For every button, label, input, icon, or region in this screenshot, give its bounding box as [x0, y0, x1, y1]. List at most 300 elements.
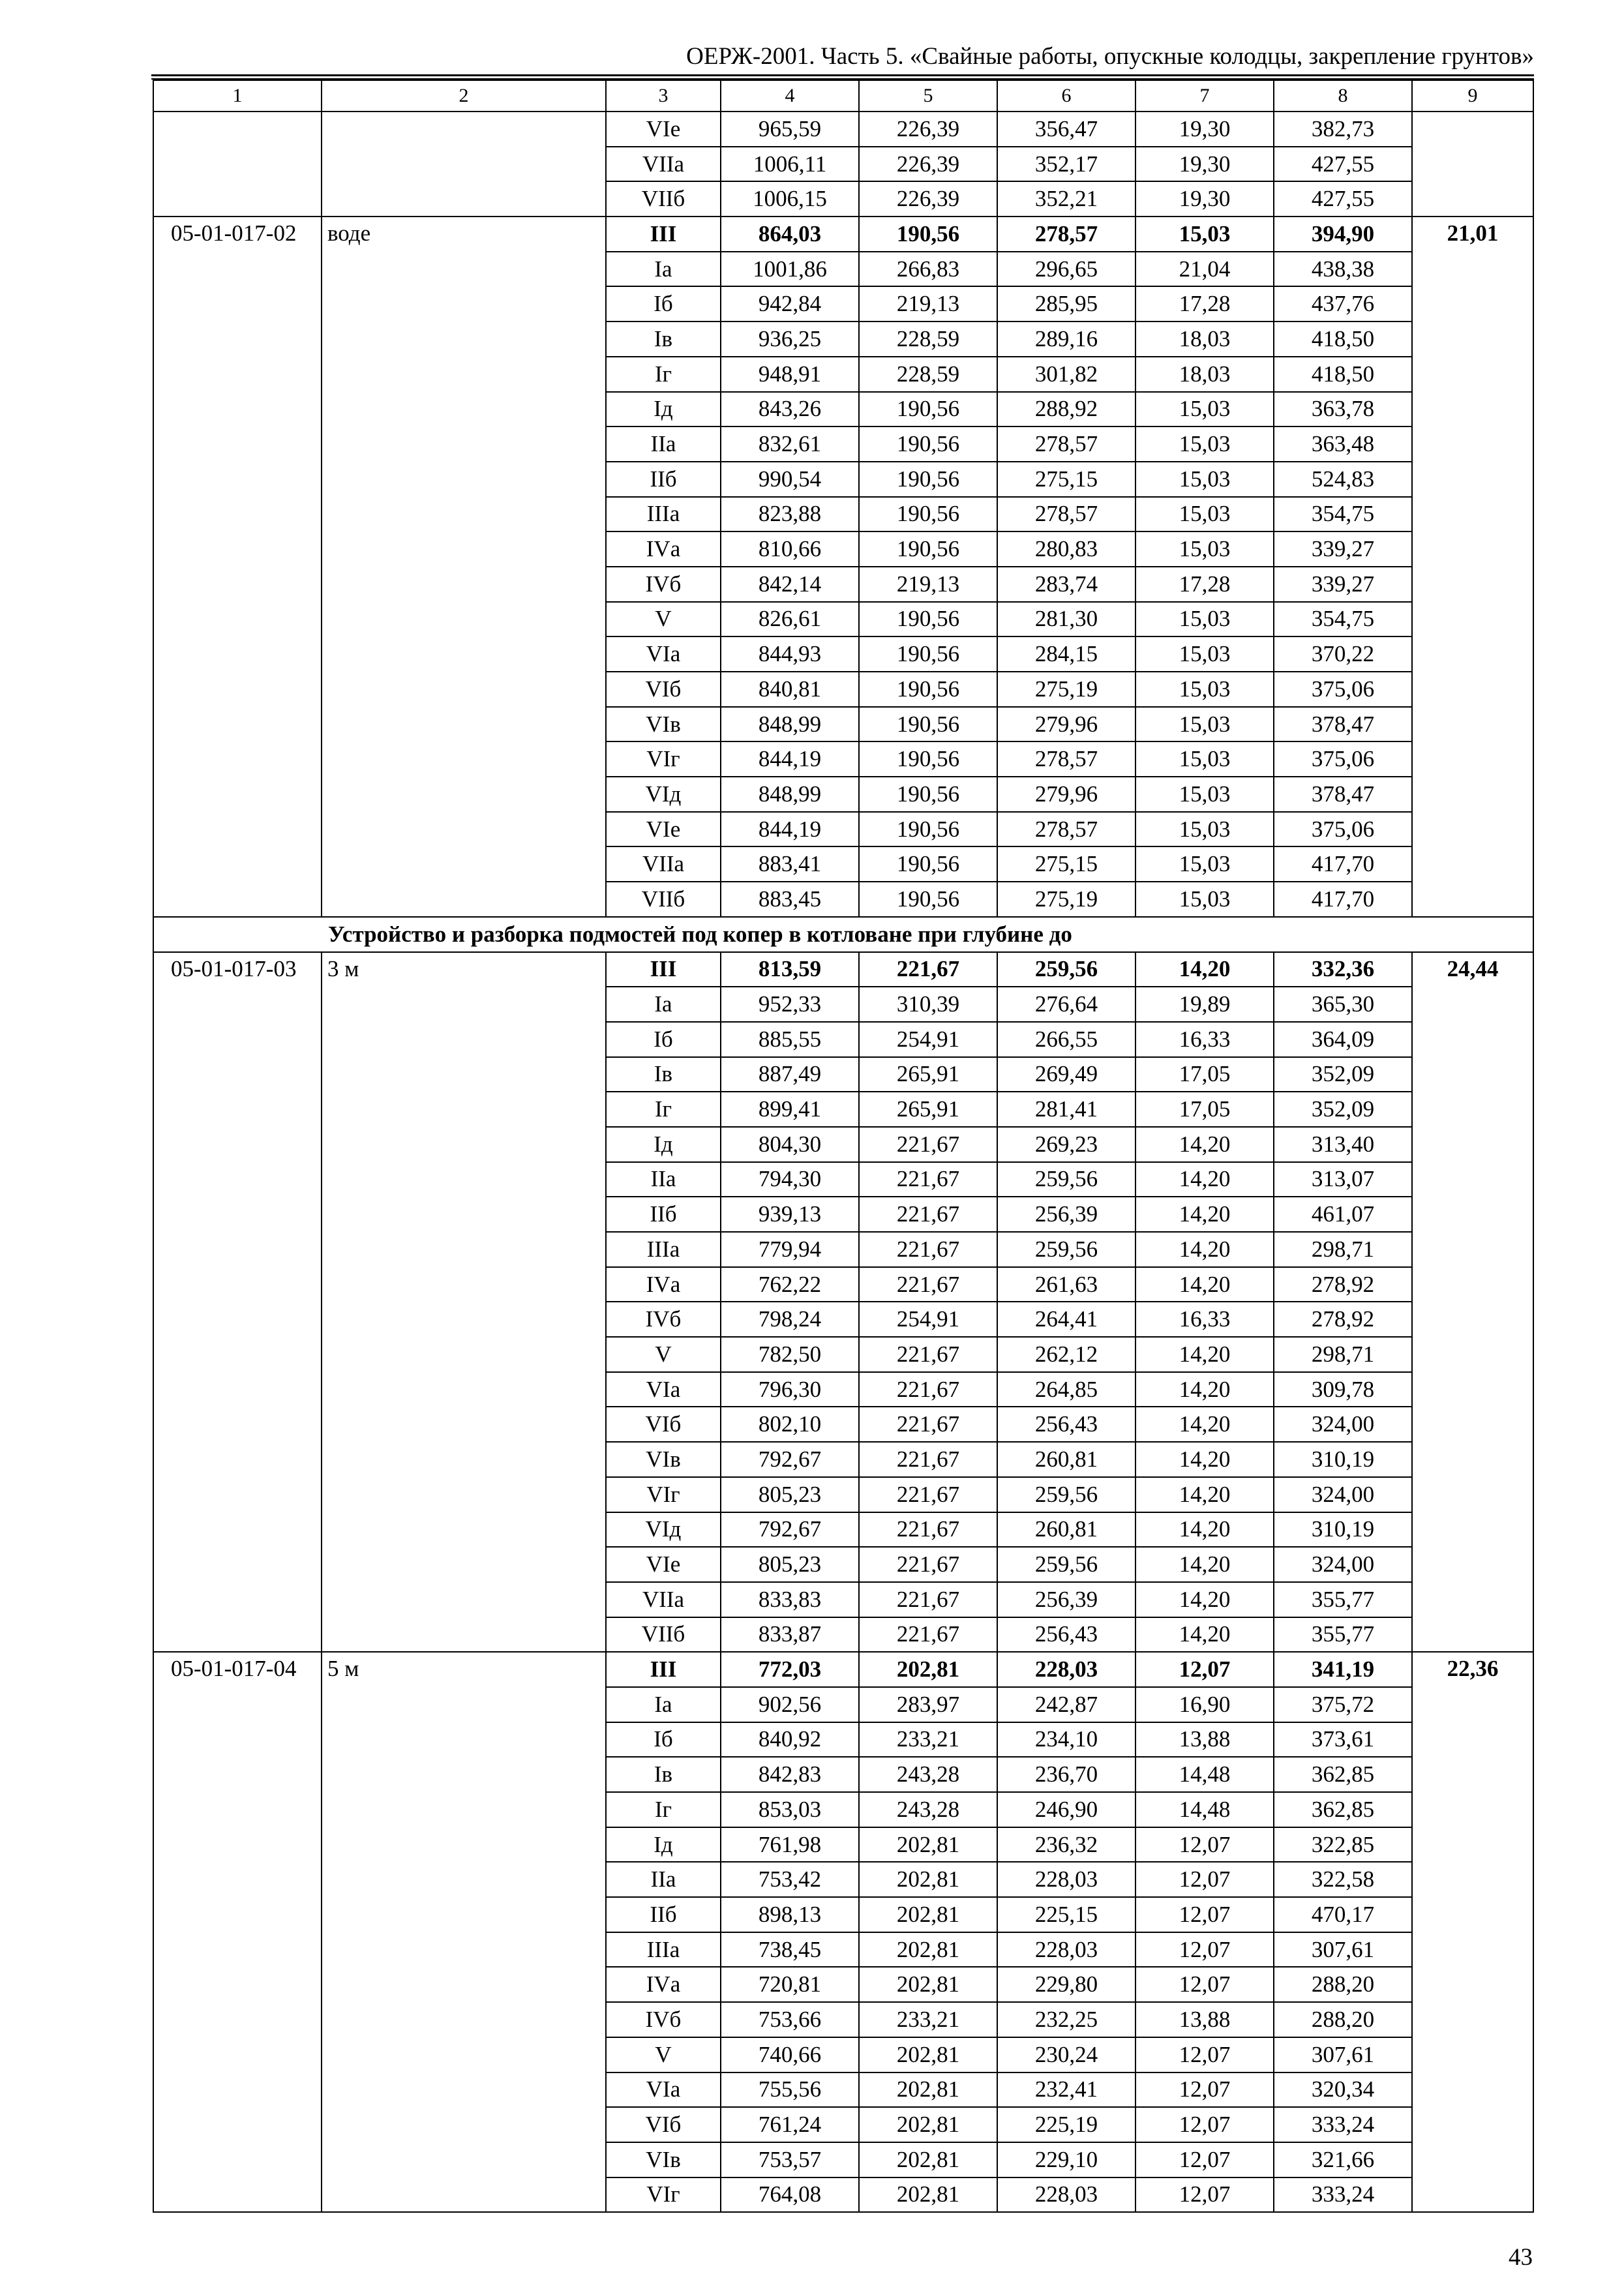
value-cell: 298,71 [1274, 1337, 1412, 1372]
value-cell: 21,04 [1135, 252, 1274, 287]
value-cell: 321,66 [1274, 2142, 1412, 2177]
value-cell: 833,87 [721, 1617, 859, 1653]
value-cell: 965,59 [721, 112, 859, 147]
value-cell: 352,09 [1274, 1092, 1412, 1127]
value-cell: 12,07 [1135, 1827, 1274, 1863]
value-cell: 354,75 [1274, 497, 1412, 532]
value-cell: 190,56 [859, 707, 997, 742]
value-cell: 202,81 [859, 1652, 997, 1687]
zone-cell: VIIа [606, 147, 721, 182]
value-cell: 242,87 [997, 1687, 1135, 1722]
rates-table-body [153, 80, 1533, 2212]
value-cell: 230,24 [997, 2037, 1135, 2072]
value-cell: 221,67 [859, 1267, 997, 1302]
value-cell: 190,56 [859, 636, 997, 672]
value-cell: 813,59 [721, 952, 859, 987]
value-cell: 313,07 [1274, 1162, 1412, 1197]
zone-cell: IIб [606, 1197, 721, 1232]
value-cell: 354,75 [1274, 602, 1412, 637]
column-number: 4 [721, 80, 859, 112]
value-cell: 352,21 [997, 181, 1135, 217]
value-cell: 190,56 [859, 777, 997, 812]
value-cell: 190,56 [859, 462, 997, 497]
value-cell: 438,38 [1274, 252, 1412, 287]
value-cell: 796,30 [721, 1372, 859, 1407]
value-cell: 427,55 [1274, 147, 1412, 182]
zone-cell: IVб [606, 567, 721, 602]
table-row [153, 1652, 1533, 1687]
value-cell: 14,20 [1135, 1512, 1274, 1548]
value-cell: 221,67 [859, 1407, 997, 1442]
value-cell: 798,24 [721, 1302, 859, 1337]
zone-cell: VIб [606, 672, 721, 707]
value-cell: 14,20 [1135, 1372, 1274, 1407]
value-cell: 202,81 [859, 1827, 997, 1863]
zone-cell: VIе [606, 812, 721, 847]
value-cell: 794,30 [721, 1162, 859, 1197]
value-cell: 362,85 [1274, 1757, 1412, 1792]
value-cell: 254,91 [859, 1022, 997, 1057]
value-cell: 885,55 [721, 1022, 859, 1057]
value-cell: 840,92 [721, 1722, 859, 1758]
zone-cell: VIа [606, 636, 721, 672]
zone-cell: VIг [606, 741, 721, 777]
labor-cost-cell: 21,01 [1412, 217, 1533, 917]
value-cell: 15,03 [1135, 882, 1274, 917]
value-cell: 17,05 [1135, 1057, 1274, 1092]
value-cell: 339,27 [1274, 567, 1412, 602]
zone-cell: IIIа [606, 1232, 721, 1267]
value-cell: 322,58 [1274, 1862, 1412, 1897]
table-row [153, 952, 1533, 987]
column-number: 5 [859, 80, 997, 112]
value-cell: 899,41 [721, 1092, 859, 1127]
zone-cell: VIIа [606, 1582, 721, 1617]
value-cell: 233,21 [859, 1722, 997, 1758]
value-cell: 232,41 [997, 2072, 1135, 2108]
value-cell: 887,49 [721, 1057, 859, 1092]
value-cell: 792,67 [721, 1512, 859, 1548]
value-cell: 14,20 [1135, 1337, 1274, 1372]
zone-cell: Iд [606, 1827, 721, 1863]
value-cell: 898,13 [721, 1897, 859, 1932]
value-cell: 848,99 [721, 777, 859, 812]
value-cell: 266,55 [997, 1022, 1135, 1057]
value-cell: 902,56 [721, 1687, 859, 1722]
value-cell: 307,61 [1274, 1932, 1412, 1967]
value-cell: 202,81 [859, 1862, 997, 1897]
value-cell: 226,39 [859, 112, 997, 147]
zone-cell: Iв [606, 322, 721, 357]
value-cell: 16,33 [1135, 1302, 1274, 1337]
zone-cell: VIIб [606, 882, 721, 917]
value-cell: 283,97 [859, 1687, 997, 1722]
value-cell: 12,07 [1135, 2177, 1274, 2213]
value-cell: 14,20 [1135, 1442, 1274, 1477]
value-cell: 221,67 [859, 952, 997, 987]
value-cell: 753,66 [721, 2002, 859, 2037]
zone-cell: III [606, 1652, 721, 1687]
value-cell: 285,95 [997, 286, 1135, 322]
zone-cell: VIе [606, 112, 721, 147]
value-cell: 190,56 [859, 846, 997, 882]
zone-cell: Iв [606, 1057, 721, 1092]
value-cell: 266,83 [859, 252, 997, 287]
zone-cell: VIв [606, 707, 721, 742]
value-cell: 322,85 [1274, 1827, 1412, 1863]
value-cell: 823,88 [721, 497, 859, 532]
column-number: 1 [153, 80, 322, 112]
value-cell: 375,72 [1274, 1687, 1412, 1722]
value-cell: 948,91 [721, 357, 859, 392]
rate-code-cell: 05-01-017-04 [153, 1652, 322, 2212]
value-cell: 228,03 [997, 1862, 1135, 1897]
value-cell: 13,88 [1135, 2002, 1274, 2037]
value-cell: 470,17 [1274, 1897, 1412, 1932]
value-cell: 19,30 [1135, 112, 1274, 147]
value-cell: 810,66 [721, 531, 859, 567]
value-cell: 259,56 [997, 1162, 1135, 1197]
value-cell: 288,20 [1274, 2002, 1412, 2037]
column-number: 3 [606, 80, 721, 112]
labor-cost-cell: 22,36 [1412, 1652, 1533, 2212]
zone-cell: Iа [606, 252, 721, 287]
zone-cell: Iг [606, 1792, 721, 1827]
value-cell: 221,67 [859, 1512, 997, 1548]
value-cell: 226,39 [859, 147, 997, 182]
value-cell: 202,81 [859, 2072, 997, 2108]
value-cell: 288,92 [997, 392, 1135, 427]
value-cell: 190,56 [859, 217, 997, 252]
value-cell: 221,67 [859, 1127, 997, 1162]
value-cell: 221,67 [859, 1617, 997, 1653]
value-cell: 14,20 [1135, 1547, 1274, 1582]
value-cell: 219,13 [859, 567, 997, 602]
value-cell: 202,81 [859, 1932, 997, 1967]
value-cell: 364,09 [1274, 1022, 1412, 1057]
value-cell: 254,91 [859, 1302, 997, 1337]
value-cell: 12,07 [1135, 2107, 1274, 2142]
value-cell: 333,24 [1274, 2107, 1412, 2142]
column-number: 6 [997, 80, 1135, 112]
zone-cell: IVб [606, 2002, 721, 2037]
value-cell: 278,57 [997, 812, 1135, 847]
value-cell: 190,56 [859, 426, 997, 462]
zone-cell: IIа [606, 426, 721, 462]
value-cell: 764,08 [721, 2177, 859, 2213]
value-cell: 276,64 [997, 987, 1135, 1022]
value-cell: 284,15 [997, 636, 1135, 672]
zone-cell: VIIа [606, 846, 721, 882]
value-cell: 307,61 [1274, 2037, 1412, 2072]
zone-cell: IVа [606, 531, 721, 567]
value-cell: 279,96 [997, 777, 1135, 812]
value-cell: 365,30 [1274, 987, 1412, 1022]
value-cell: 310,19 [1274, 1442, 1412, 1477]
zone-cell: IIа [606, 1162, 721, 1197]
column-number: 7 [1135, 80, 1274, 112]
zone-cell: III [606, 217, 721, 252]
zone-cell: VIд [606, 777, 721, 812]
value-cell: 1006,11 [721, 147, 859, 182]
work-name-cell [322, 112, 606, 217]
value-cell: 842,83 [721, 1757, 859, 1792]
value-cell: 720,81 [721, 1967, 859, 2002]
value-cell: 15,03 [1135, 636, 1274, 672]
value-cell: 14,20 [1135, 1582, 1274, 1617]
value-cell: 370,22 [1274, 636, 1412, 672]
value-cell: 202,81 [859, 1897, 997, 1932]
value-cell: 324,00 [1274, 1407, 1412, 1442]
value-cell: 952,33 [721, 987, 859, 1022]
value-cell: 246,90 [997, 1792, 1135, 1827]
value-cell: 320,34 [1274, 2072, 1412, 2108]
section-row [153, 917, 1533, 952]
value-cell: 221,67 [859, 1547, 997, 1582]
zone-cell: III [606, 952, 721, 987]
value-cell: 256,39 [997, 1197, 1135, 1232]
value-cell: 15,03 [1135, 741, 1274, 777]
value-cell: 15,03 [1135, 672, 1274, 707]
value-cell: 301,82 [997, 357, 1135, 392]
value-cell: 375,06 [1274, 741, 1412, 777]
value-cell: 1001,86 [721, 252, 859, 287]
value-cell: 232,25 [997, 2002, 1135, 2037]
value-cell: 792,67 [721, 1442, 859, 1477]
value-cell: 278,92 [1274, 1302, 1412, 1337]
zone-cell: VIа [606, 2072, 721, 2108]
value-cell: 772,03 [721, 1652, 859, 1687]
value-cell: 333,24 [1274, 2177, 1412, 2213]
value-cell: 355,77 [1274, 1617, 1412, 1653]
column-number-row [153, 80, 1533, 112]
value-cell: 225,19 [997, 2107, 1135, 2142]
value-cell: 19,30 [1135, 147, 1274, 182]
value-cell: 264,41 [997, 1302, 1135, 1337]
value-cell: 324,00 [1274, 1547, 1412, 1582]
value-cell: 279,96 [997, 707, 1135, 742]
section-title: Устройство и разборка подмостей под копер в котловане при глубине до [153, 917, 1533, 952]
value-cell: 14,20 [1135, 1617, 1274, 1653]
value-cell: 883,45 [721, 882, 859, 917]
value-cell: 843,26 [721, 392, 859, 427]
value-cell: 190,56 [859, 531, 997, 567]
value-cell: 228,59 [859, 322, 997, 357]
column-number: 9 [1412, 80, 1533, 112]
value-cell: 296,65 [997, 252, 1135, 287]
zone-cell: V [606, 1337, 721, 1372]
value-cell: 229,80 [997, 1967, 1135, 2002]
value-cell: 14,48 [1135, 1792, 1274, 1827]
value-cell: 281,41 [997, 1092, 1135, 1127]
value-cell: 221,67 [859, 1442, 997, 1477]
value-cell: 259,56 [997, 1232, 1135, 1267]
value-cell: 256,39 [997, 1582, 1135, 1617]
value-cell: 309,78 [1274, 1372, 1412, 1407]
value-cell: 256,43 [997, 1617, 1135, 1653]
zone-cell: VIг [606, 1477, 721, 1512]
value-cell: 844,93 [721, 636, 859, 672]
value-cell: 19,89 [1135, 987, 1274, 1022]
value-cell: 417,70 [1274, 882, 1412, 917]
table-row [153, 112, 1533, 147]
labor-cost-cell [1412, 112, 1533, 217]
value-cell: 236,70 [997, 1757, 1135, 1792]
value-cell: 19,30 [1135, 181, 1274, 217]
value-cell: 352,09 [1274, 1057, 1412, 1092]
value-cell: 221,67 [859, 1197, 997, 1232]
value-cell: 278,57 [997, 426, 1135, 462]
value-cell: 15,03 [1135, 217, 1274, 252]
value-cell: 14,48 [1135, 1757, 1274, 1792]
value-cell: 18,03 [1135, 322, 1274, 357]
value-cell: 221,67 [859, 1582, 997, 1617]
value-cell: 313,40 [1274, 1127, 1412, 1162]
value-cell: 259,56 [997, 952, 1135, 987]
value-cell: 15,03 [1135, 497, 1274, 532]
zone-cell: Iг [606, 357, 721, 392]
value-cell: 355,77 [1274, 1582, 1412, 1617]
zone-cell: IIб [606, 462, 721, 497]
zone-cell: VIа [606, 1372, 721, 1407]
value-cell: 269,23 [997, 1127, 1135, 1162]
value-cell: 236,32 [997, 1827, 1135, 1863]
value-cell: 362,85 [1274, 1792, 1412, 1827]
value-cell: 13,88 [1135, 1722, 1274, 1758]
value-cell: 844,19 [721, 741, 859, 777]
value-cell: 260,81 [997, 1512, 1135, 1548]
value-cell: 12,07 [1135, 1862, 1274, 1897]
value-cell: 394,90 [1274, 217, 1412, 252]
value-cell: 12,07 [1135, 2142, 1274, 2177]
value-cell: 259,56 [997, 1547, 1135, 1582]
value-cell: 202,81 [859, 1967, 997, 2002]
value-cell: 275,15 [997, 462, 1135, 497]
rate-code-cell: 05-01-017-02 [153, 217, 322, 917]
value-cell: 437,76 [1274, 286, 1412, 322]
value-cell: 221,67 [859, 1372, 997, 1407]
value-cell: 740,66 [721, 2037, 859, 2072]
value-cell: 363,48 [1274, 426, 1412, 462]
page-header: ОЕРЖ-2001. Часть 5. «Свайные работы, опускные колодцы, закрепление грунтов» [686, 43, 1534, 70]
value-cell: 826,61 [721, 602, 859, 637]
value-cell: 278,57 [997, 741, 1135, 777]
value-cell: 375,06 [1274, 812, 1412, 847]
value-cell: 15,03 [1135, 602, 1274, 637]
value-cell: 275,19 [997, 882, 1135, 917]
value-cell: 229,10 [997, 2142, 1135, 2177]
value-cell: 378,47 [1274, 707, 1412, 742]
zone-cell: VIд [606, 1512, 721, 1548]
value-cell: 190,56 [859, 497, 997, 532]
value-cell: 842,14 [721, 567, 859, 602]
value-cell: 15,03 [1135, 777, 1274, 812]
rate-code-cell [153, 112, 322, 217]
value-cell: 761,98 [721, 1827, 859, 1863]
value-cell: 14,20 [1135, 1267, 1274, 1302]
value-cell: 936,25 [721, 322, 859, 357]
value-cell: 278,57 [997, 217, 1135, 252]
value-cell: 17,05 [1135, 1092, 1274, 1127]
value-cell: 288,20 [1274, 1967, 1412, 2002]
zone-cell: IVа [606, 1267, 721, 1302]
value-cell: 418,50 [1274, 357, 1412, 392]
value-cell: 289,16 [997, 322, 1135, 357]
value-cell: 332,36 [1274, 952, 1412, 987]
value-cell: 190,56 [859, 602, 997, 637]
zone-cell: IIа [606, 1862, 721, 1897]
value-cell: 228,59 [859, 357, 997, 392]
value-cell: 339,27 [1274, 531, 1412, 567]
value-cell: 15,03 [1135, 392, 1274, 427]
value-cell: 261,63 [997, 1267, 1135, 1302]
value-cell: 844,19 [721, 812, 859, 847]
value-cell: 427,55 [1274, 181, 1412, 217]
value-cell: 840,81 [721, 672, 859, 707]
value-cell: 373,61 [1274, 1722, 1412, 1758]
zone-cell: IVб [606, 1302, 721, 1337]
value-cell: 939,13 [721, 1197, 859, 1232]
value-cell: 16,90 [1135, 1687, 1274, 1722]
value-cell: 375,06 [1274, 672, 1412, 707]
zone-cell: Iа [606, 987, 721, 1022]
zone-cell: VIб [606, 1407, 721, 1442]
value-cell: 12,07 [1135, 1967, 1274, 2002]
value-cell: 15,03 [1135, 462, 1274, 497]
value-cell: 243,28 [859, 1757, 997, 1792]
value-cell: 225,15 [997, 1897, 1135, 1932]
value-cell: 265,91 [859, 1092, 997, 1127]
zone-cell: VIIб [606, 181, 721, 217]
value-cell: 14,20 [1135, 952, 1274, 987]
header-rule [151, 74, 1534, 76]
column-number: 8 [1274, 80, 1412, 112]
value-cell: 378,47 [1274, 777, 1412, 812]
value-cell: 221,67 [859, 1337, 997, 1372]
value-cell: 833,83 [721, 1582, 859, 1617]
value-cell: 802,10 [721, 1407, 859, 1442]
zone-cell: IIIа [606, 1932, 721, 1967]
value-cell: 202,81 [859, 2037, 997, 2072]
value-cell: 738,45 [721, 1932, 859, 1967]
value-cell: 352,17 [997, 147, 1135, 182]
value-cell: 190,56 [859, 882, 997, 917]
value-cell: 18,03 [1135, 357, 1274, 392]
value-cell: 280,83 [997, 531, 1135, 567]
value-cell: 310,39 [859, 987, 997, 1022]
value-cell: 283,74 [997, 567, 1135, 602]
zone-cell: VIIб [606, 1617, 721, 1653]
value-cell: 14,20 [1135, 1197, 1274, 1232]
value-cell: 275,15 [997, 846, 1135, 882]
value-cell: 298,71 [1274, 1232, 1412, 1267]
zone-cell: VIе [606, 1547, 721, 1582]
zone-cell: Iб [606, 1022, 721, 1057]
value-cell: 260,81 [997, 1442, 1135, 1477]
zone-cell: Iг [606, 1092, 721, 1127]
value-cell: 226,39 [859, 181, 997, 217]
value-cell: 524,83 [1274, 462, 1412, 497]
value-cell: 281,30 [997, 602, 1135, 637]
zone-cell: V [606, 2037, 721, 2072]
value-cell: 228,03 [997, 1932, 1135, 1967]
work-name-cell: 5 м [322, 1652, 606, 2212]
value-cell: 265,91 [859, 1057, 997, 1092]
value-cell: 805,23 [721, 1547, 859, 1582]
rate-code-cell: 05-01-017-03 [153, 952, 322, 1653]
value-cell: 990,54 [721, 462, 859, 497]
value-cell: 278,92 [1274, 1267, 1412, 1302]
